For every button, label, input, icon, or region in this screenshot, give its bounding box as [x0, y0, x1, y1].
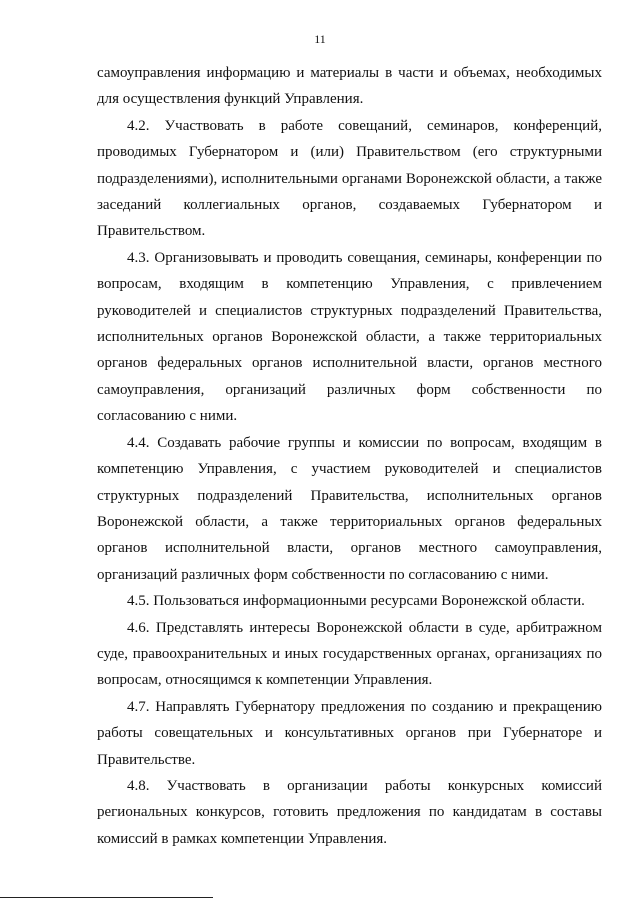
paragraph-4-2: 4.2. Участвовать в работе совещаний, семинаров, конференций, проводимых Губернатором и (или) Правительством (его структурными подразделениями), исполнительными органами Воронежской области, а также заседаний коллегиальных органов, создаваемых Губернатором и Правительством. [97, 117, 602, 240]
paragraph-continuation: самоуправления информацию и материалы в части и объемах, необходимых для осуществления функций Управления. [97, 65, 602, 108]
paragraph-4-3: 4.3. Организовывать и проводить совещания, семинары, конференции по вопросам, входящим в компетенцию Управления, с привлечением руководителей и специалистов структурных подразделений Правительства, исполнительных органов Воронежской области, а также территориальных органов федеральных органов исполнительной власти, органов местного самоуправления, организаций различных форм собственности по согласованию с ними. [97, 249, 602, 425]
paragraph-4-7: 4.7. Направлять Губернатору предложения по созданию и прекращению работы совещательных и консультативных органов при Губернаторе и Правительстве. [97, 698, 602, 768]
page-number: 11 [314, 32, 326, 46]
footer-divider [0, 897, 213, 898]
paragraph-4-5: 4.5. Пользоваться информационными ресурсами Воронежской области. [127, 593, 585, 610]
paragraph-4-8: 4.8. Участвовать в организации работы конкурсных комиссий региональных конкурсов, готовить предложения по кандидатам в составы комиссий в рамках компетенции Управления. [97, 777, 602, 847]
paragraph-4-4: 4.4. Создавать рабочие группы и комиссии по вопросам, входящим в компетенцию Управления, с участием руководителей и специалистов структурных подразделений Правительства, исполнительных органов Воронежской области, а также территориальных органов федеральных органов исполнительной власти, органов местного самоуправления, организаций различных форм собственности по согласованию с ними. [97, 434, 602, 583]
paragraph-4-6: 4.6. Представлять интересы Воронежской области в суде, арбитражном суде, правоохранительных и иных государственных органах, организациях по вопросам, относящимся к компетенции Управления. [97, 619, 602, 689]
document-body [97, 60, 602, 852]
